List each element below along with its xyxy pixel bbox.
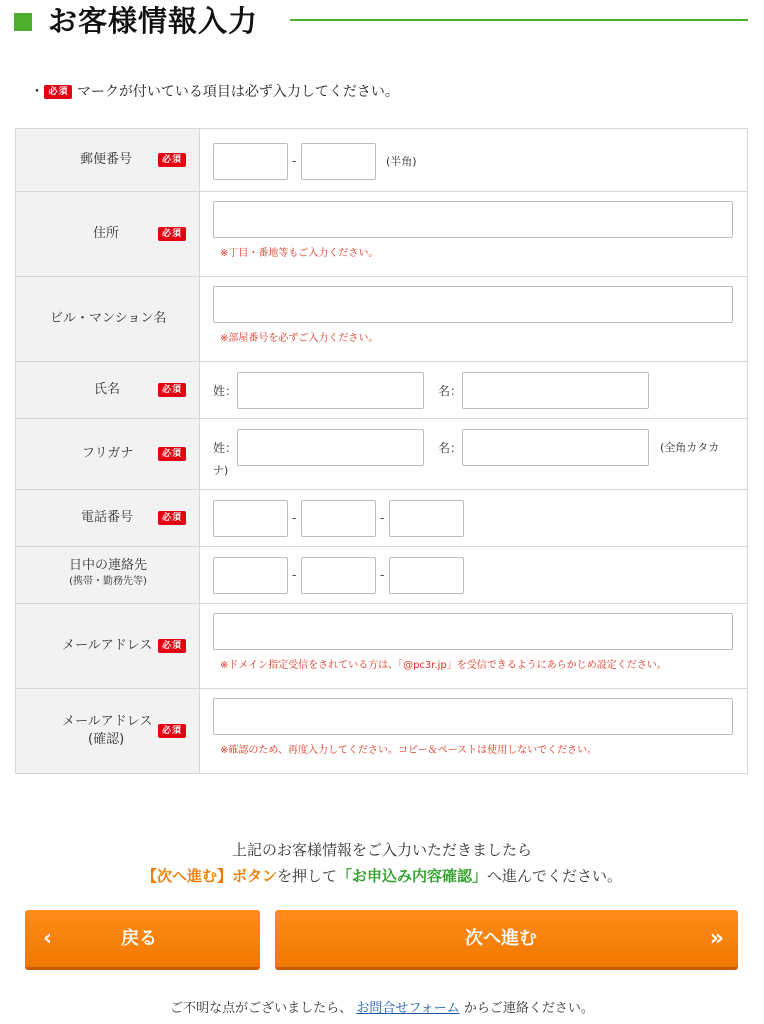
phone-row [16,489,747,546]
email-confirm-field-cell [200,689,747,773]
name-first-prefix: 名： [438,384,463,398]
kana-first-prefix: 名： [438,441,463,455]
phone-second-input[interactable] [301,500,376,537]
required-badge: 必須 [158,724,186,738]
daytime-second-input[interactable] [301,557,376,594]
phone-separator: - [292,511,297,525]
email-note: ※ドメイン指定受信をされている方は、「@pc3r.jp」を受信できるようにあらかじめ設定ください。 [220,660,667,671]
kana-hint: (全角カタカ [660,441,720,454]
page-title: お客様情報入力 [48,4,259,38]
name-first-input[interactable] [462,372,649,409]
name-row [16,361,747,418]
note-text: マークが付いている項目は必ず入力してください。 [76,84,399,100]
required-badge: 必須 [158,227,186,241]
required-badge: 必須 [158,383,186,397]
required-badge: 必須 [158,511,186,525]
building-label-cell [16,277,200,361]
email-confirm-row [16,688,747,773]
postal-separator: - [292,154,297,168]
footer-suffix: からご連絡ください。 [463,1001,594,1016]
double-chevron-right-icon: » [709,926,724,951]
email-label: メールアドレス [62,638,153,653]
footer-contact [0,1000,764,1018]
kana-label: フリガナ [82,446,134,461]
phone-label-cell [16,490,200,546]
kana-last-prefix: 姓： [213,441,238,455]
phone-field-cell [200,490,747,546]
guide-text-part: へ進んでください。 [487,867,623,885]
contact-form-link[interactable]: お問合せフォーム [356,1001,460,1016]
postal-label-cell [16,129,200,191]
daytime-first-input[interactable] [213,557,288,594]
building-input[interactable] [213,286,733,323]
address-field-cell [200,192,747,276]
next-button[interactable] [275,910,738,970]
phone-separator: - [380,511,385,525]
kana-label-cell [16,419,200,489]
phone-label: 電話番号 [81,510,134,525]
name-last-input[interactable] [237,372,424,409]
name-field-cell [200,362,747,418]
postal-field-cell [200,129,747,191]
email-confirm-sublabel: (確認) [88,732,125,747]
postal-code-first-input[interactable] [213,143,288,180]
daytime-contact-row [16,546,747,603]
name-label: 氏名 [94,382,121,397]
heading-square-icon [14,13,32,31]
daytime-separator: - [380,568,385,582]
required-note [30,82,399,102]
postal-row [16,129,747,191]
address-row [16,191,747,276]
address-input[interactable] [213,201,733,238]
address-note: ※丁目・番地等もご入力ください。 [220,248,379,259]
guide-next-button-ref: 【次へ進む】ボタン [141,867,277,885]
postal-label: 郵便番号 [80,152,133,167]
daytime-field-cell [200,547,747,603]
building-row [16,276,747,361]
chevron-left-icon: ‹ [43,926,53,951]
daytime-label-cell [16,547,200,603]
back-button-label: 戻る [121,928,157,949]
building-note: ※部屋番号を必ずご入力ください。 [220,333,379,344]
footer-prefix: ご不明な点がございましたら、 [170,1001,353,1016]
heading-rule [290,19,748,21]
daytime-label: 日中の連絡先 [68,558,147,573]
required-badge: 必須 [158,447,186,461]
phone-first-input[interactable] [213,500,288,537]
building-field-cell [200,277,747,361]
guide-text-line1: 上記のお客様情報をご入力いただきましたら [231,841,532,859]
kana-row [16,418,747,489]
page-heading [14,4,750,38]
postal-hint: (半角) [386,155,417,168]
name-label-cell [16,362,200,418]
kana-hint-continued: ナ) [213,464,229,477]
note-bullet: ・ [30,84,44,100]
daytime-third-input[interactable] [389,557,464,594]
kana-field-cell [200,419,747,489]
back-button[interactable] [25,910,260,970]
email-row [16,603,747,688]
address-label: 住所 [93,226,120,241]
email-confirm-note: ※確認のため、再度入力してください。コピー＆ペーストは使用しないでください。 [220,745,598,756]
daytime-sublabel: (携帯・勤務先等) [69,576,147,587]
kana-first-input[interactable] [462,429,649,466]
required-badge: 必須 [158,639,186,653]
address-label-cell [16,192,200,276]
guide-text-line2 [0,866,764,886]
email-label-cell [16,604,200,688]
guide-confirm-ref: 「お申込み内容確認」 [337,867,488,885]
daytime-separator: - [292,568,297,582]
kana-last-input[interactable] [237,429,424,466]
phone-third-input[interactable] [389,500,464,537]
building-label: ビル・マンション名 [50,311,167,326]
name-last-prefix: 姓： [213,384,238,398]
email-confirm-input[interactable] [213,698,733,735]
next-button-label: 次へ進む [465,928,537,949]
email-confirm-label: メールアドレス [62,714,153,729]
email-confirm-label-cell [16,689,200,773]
required-badge: 必須 [44,85,72,99]
email-field-cell [200,604,747,688]
postal-code-second-input[interactable] [301,143,376,180]
required-badge: 必須 [158,153,186,167]
customer-info-form [15,128,748,774]
guide-text-part: を押して [276,867,337,885]
email-input[interactable] [213,613,733,650]
